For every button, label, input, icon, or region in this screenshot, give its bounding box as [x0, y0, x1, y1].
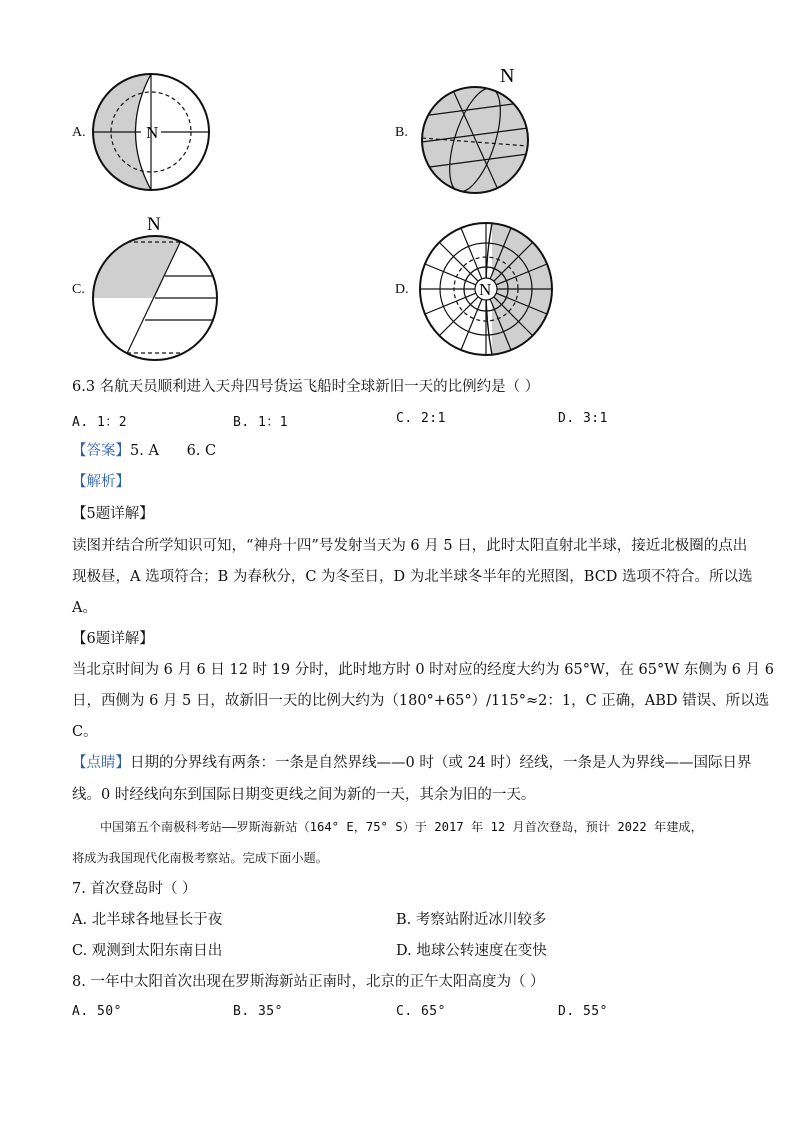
- figure-d-north-mark: N: [479, 280, 492, 299]
- analysis-tag: 【解析】: [72, 474, 130, 490]
- passage-line-1: 中国第五个南极科考站——罗斯海新站（164° E，75° S）于 2017 年 12 月首次登岛，预计 2022 年建成，: [100, 820, 703, 834]
- note-text-1: 日期的分界线有两条：一条是自然界线——0 时（或 24 时）经线，一条是人为界线——国际日界: [130, 755, 752, 771]
- q5-detail-line-2: 现极昼，A 选项符合；B 为春秋分，C 为冬至日，D 为北半球冬半年的光照图，BCD 选项不符合。所以选: [72, 569, 753, 585]
- figure-d-label: D.: [395, 282, 409, 297]
- answer-line: [72, 441, 216, 461]
- note-tag: 【点睛】: [72, 755, 130, 771]
- figure-d-illumination-diagram: [418, 221, 554, 357]
- question-7-option-b[interactable]: B. 考察站附近冰川较多: [396, 912, 547, 928]
- figure-a-north-mark: N: [146, 123, 159, 142]
- note-line-2: 线。0 时经线向东到国际日期变更线之间为新的一天，其余为旧的一天。: [72, 787, 536, 803]
- question-8-option-a[interactable]: A. 50°: [72, 1004, 122, 1019]
- note-line-1: [72, 753, 752, 773]
- q6-detail-line-1: 当北京时间为 6 月 6 日 12 时 19 分时，此时地方时 0 时对应的经度大约为 65°W，在 65°W 东侧为 6 月 6: [72, 662, 774, 678]
- question-8-option-b[interactable]: B. 35°: [233, 1004, 283, 1019]
- figure-c-label: C.: [72, 282, 85, 297]
- figure-b-north-mark: N: [500, 65, 515, 87]
- q6-detail-line-3: C。: [72, 724, 98, 740]
- answer-text: 5. A 6. C: [130, 443, 217, 459]
- question-8-option-d[interactable]: D. 55°: [558, 1004, 608, 1019]
- passage-line-2: 将成为我国现代化南极考察站。完成下面小题。: [72, 851, 328, 865]
- figure-c-north-mark: N: [147, 214, 161, 235]
- figure-c-illumination-diagram: [92, 212, 222, 362]
- question-6-option-a[interactable]: A. 1：2: [72, 415, 128, 430]
- question-6-stem: 6.3 名航天员顺利进入天舟四号货运飞船时全球新旧一天的比例约是（ ）: [72, 379, 540, 395]
- question-7-option-a[interactable]: A. 北半球各地昼长于夜: [72, 912, 223, 928]
- figure-a-label: A.: [72, 125, 86, 140]
- q6-detail-line-2: 日，西侧为 6 月 5 日，故新旧一天的比例大约为（180°+65°）/115°≈2：1，C 正确，ABD 错误、所以选: [72, 693, 770, 709]
- figure-b-illumination-diagram: [420, 64, 532, 200]
- q5-detail-line-1: 读图并结合所学知识可知，“神舟十四”号发射当天为 6 月 5 日，此时太阳直射北半球，接近北极圈的点出: [72, 538, 748, 554]
- q5-detail-line-3: A。: [72, 600, 97, 616]
- q6-detail-tag: 【6题详解】: [72, 631, 154, 647]
- figure-b-label: B.: [395, 125, 408, 140]
- question-7-option-d[interactable]: D. 地球公转速度在变快: [396, 943, 547, 959]
- question-6-option-b[interactable]: B. 1：1: [233, 415, 289, 430]
- question-8-stem: 8. 一年中太阳首次出现在罗斯海新站正南时，北京的正午太阳高度为（ ）: [72, 974, 545, 990]
- question-7-stem: 7. 首次登岛时（ ）: [72, 881, 197, 897]
- question-6-option-d[interactable]: D. 3:1: [558, 411, 608, 426]
- question-7-option-c[interactable]: C. 观测到太阳东南日出: [72, 943, 223, 959]
- question-8-option-c[interactable]: C. 65°: [396, 1004, 446, 1019]
- question-6-option-c[interactable]: C. 2:1: [396, 411, 446, 426]
- answer-tag: 【答案】: [72, 443, 130, 459]
- q5-detail-tag: 【5题详解】: [72, 506, 154, 522]
- figure-a-illumination-diagram: [90, 76, 212, 188]
